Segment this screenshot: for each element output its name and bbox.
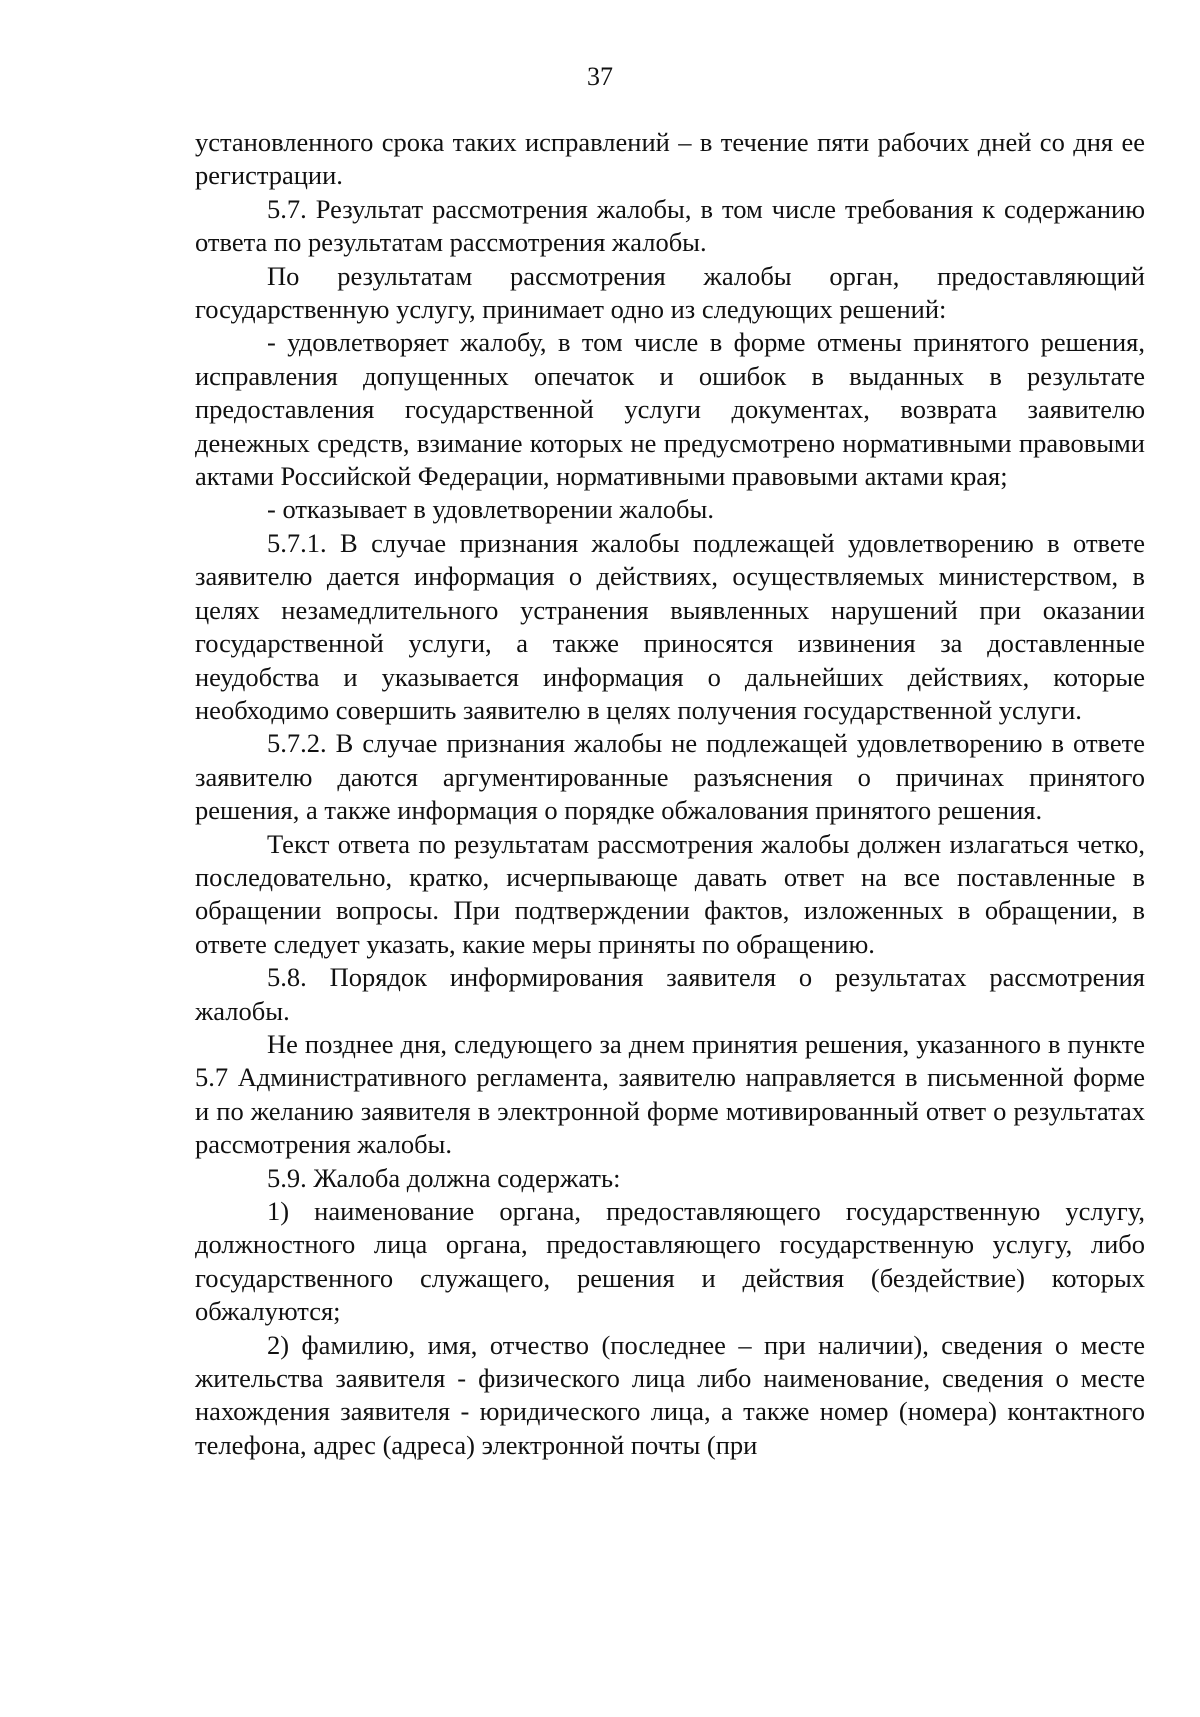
section-5-9-item-1: 1) наименование органа, предоставляющего государственную услугу, должностного лица органа, предоставляющего государственную услугу, либо государственного служащего, решения и действия (бездействие) которых обжалуются; <box>195 1196 1145 1327</box>
section-5-7-intro: По результатам рассмотрения жалобы орган, предоставляющий государственную услугу, принимает одно из следующих решений: <box>195 260 1145 325</box>
paragraph-continuation: установленного срока таких исправлений – в течение пяти рабочих дней со дня ее регистрации. <box>195 127 1145 191</box>
page-number: 37 <box>587 62 613 91</box>
section-5-7-option-refuse: - отказывает в удовлетворении жалобы. <box>267 494 714 525</box>
section-5-8-text: Не позднее дня, следующего за днем принятия решения, указанного в пункте 5.7 Административного регламента, заявителю направляется в письменной форме и по желанию заявителя в электронной форме мотивированный ответ о результатах рассмотрения жалобы. <box>195 1028 1145 1160</box>
section-5-9-item-2: 2) фамилию, имя, отчество (последнее – при наличии), сведения о месте жительства заявителя - физического лица либо наименование, сведения о месте нахождения заявителя - юридического лица, а также номер (номера) контактного телефона, адрес (адреса) электронной почты (при <box>195 1329 1145 1460</box>
answer-text-requirements: Текст ответа по результатам рассмотрения жалобы должен излагаться четко, последовательно, кратко, исчерпывающе давать ответ на все поставленные в обращении вопросы. При подтверждении фактов, изложенных в обращении, в ответе следует указать, какие меры приняты по обращению. <box>195 828 1145 959</box>
document-body <box>195 126 1145 1462</box>
section-5-7-heading: 5.7. Результат рассмотрения жалобы, в том числе требования к содержанию ответа по результатам рассмотрения жалобы. <box>195 193 1145 258</box>
section-5-7-1: 5.7.1. В случае признания жалобы подлежащей удовлетворению в ответе заявителю дается информация о действиях, осуществляемых министерством, в целях незамедлительного устранения выявленных нарушений при оказании государственной услуги, а также приносятся извинения за доставленные неудобства и указывается информация о дальнейших действиях, которые необходимо совершить заявителю в целях получения государственной услуги. <box>195 527 1145 725</box>
section-5-9-heading: 5.9. Жалоба должна содержать: <box>267 1162 621 1193</box>
section-5-8-heading: 5.8. Порядок информирования заявителя о результатах рассмотрения жалобы. <box>195 962 1145 1026</box>
section-5-7-option-satisfy: - удовлетворяет жалобу, в том числе в форме отмены принятого решения, исправления допущенных опечаток и ошибок в выданных в результате предоставления государственной услуги документах, возврата заявителю денежных средств, взимание которых не предусмотрено нормативными правовыми актами Российской Федерации, нормативными правовыми актами края; <box>195 327 1145 492</box>
section-5-7-2: 5.7.2. В случае признания жалобы не подлежащей удовлетворению в ответе заявителю даются аргументированные разъяснения о причинах принятого решения, а также информация о порядке обжалования принятого решения. <box>195 728 1145 826</box>
